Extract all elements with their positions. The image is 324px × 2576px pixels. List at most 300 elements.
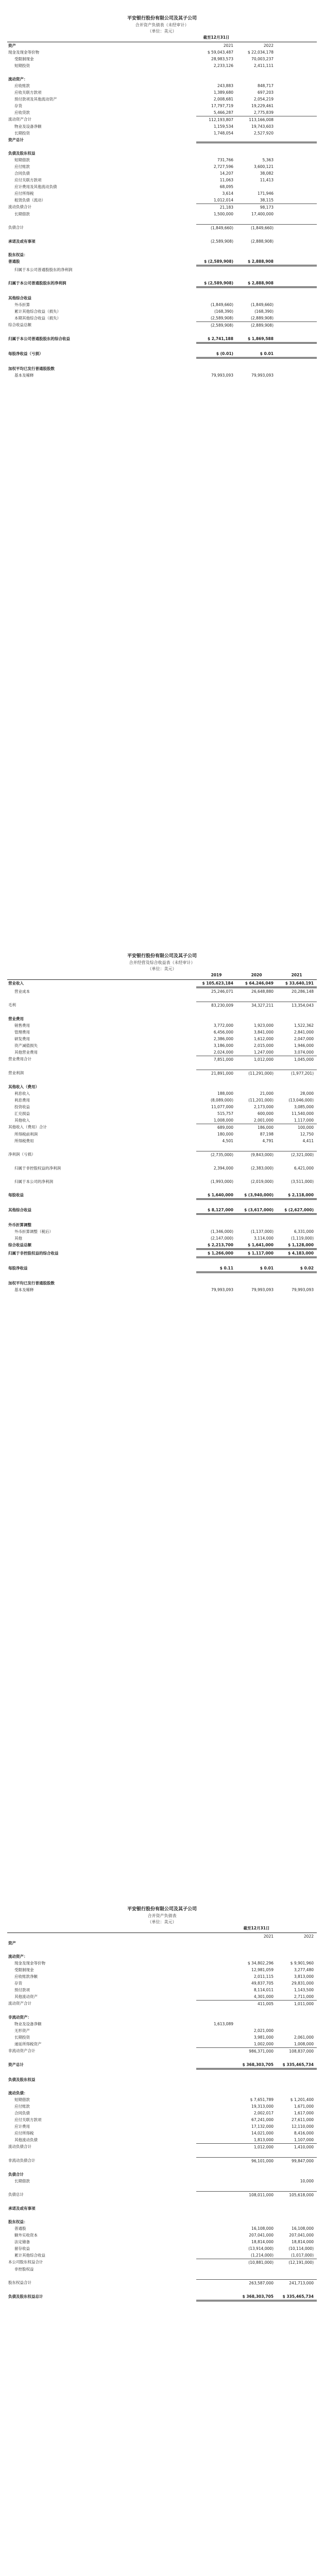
row-value [277,109,317,116]
table-row [7,2266,317,2273]
row-value: 1,012,014 [213,198,233,202]
row-value: (1,119,000) [291,1236,314,1241]
table-row [7,163,317,170]
row-spacer [7,288,317,295]
column-header [196,1925,236,1931]
row-spacer [7,1144,317,1151]
row-value: 2,527,920 [253,131,274,135]
table-row [7,2239,317,2245]
row-label: 其他流动负债 [14,2138,38,2142]
column-header [7,1925,196,1931]
row-label: 综合收益总额 [8,1243,31,1247]
row-value: 105,618,000 [277,2191,317,2198]
row-value [236,150,277,157]
table-row [7,2245,317,2252]
row-spacer [7,1158,317,1165]
row-value: 2,386,000 [213,1037,233,1041]
row-label: 营业费用合计 [8,1057,31,1061]
row-value [277,2014,317,2021]
row-value: 2,054,219 [253,97,274,101]
row-value: 19,229,461 [251,104,274,108]
statement-unit: （单位：美元） [147,1920,177,1924]
row-value [196,2034,236,2041]
row-value: (10,881,000) [236,2259,277,2266]
row-value: 2,775,839 [253,110,274,115]
row-value: (168,390) [214,309,233,314]
row-value: 1,613,089 [213,2022,233,2026]
row-label: 物业及设备净额 [14,2022,42,2026]
row-value: $ 2,888,908 [236,280,277,288]
row-spacer [7,2286,317,2293]
table-row [7,204,317,211]
table-row [7,157,317,163]
row-value [196,1967,236,1973]
row-value: 2021 [223,43,233,48]
row-value: 2021 [263,1934,274,1939]
row-value [277,301,317,308]
row-spacer [7,2212,317,2218]
row-value [277,177,317,183]
row-label: 短期借款 [14,2097,30,2102]
row-value: (2,589,908) [210,316,233,320]
row-value [277,1083,317,1090]
row-value [196,2076,236,2083]
row-value [277,137,317,143]
row-label: 净利润（亏损） [8,1152,36,1157]
row-value [277,321,317,329]
row-value [236,1280,277,1286]
row-value: $ (0.01) [196,350,236,359]
row-value [196,365,236,372]
table-row [7,1070,317,1077]
row-value: 1,923,000 [253,1023,274,1028]
table-row [7,1207,317,1215]
table-row [7,2252,317,2259]
table-row [7,2096,317,2103]
row-value: 5,363 [262,158,274,162]
row-label: 外币折算 [14,302,30,307]
row-value: 1,008,000 [213,1118,233,1123]
row-spacer [7,1077,317,1083]
table-row [7,1022,317,1029]
statement-subtitle: 合并经营及综合收益表（未经审计） [129,960,195,965]
table-row [7,280,317,288]
row-value: (2,019,000) [250,1179,274,1184]
row-value [236,1015,277,1022]
row-spacer [7,1063,317,1070]
row-value [196,1987,236,1993]
table-row [7,1265,317,1273]
row-value: 11,540,000 [292,1111,314,1116]
row-value: (1,849,660) [210,302,233,307]
row-label: 每股净收益（亏损） [8,351,43,356]
row-value: 79,993,093 [251,373,274,378]
table-row [7,372,317,379]
row-label: 其他收入（费用）合计 [8,1125,47,1129]
row-value: (1,993,000) [210,1179,233,1184]
row-value [196,1083,236,1090]
row-value: (1,214,000) [250,2253,274,2258]
table-row [7,2014,317,2021]
row-value: 3,277,480 [294,1968,314,1972]
row-value: 1,748,054 [213,131,233,135]
row-value: 3,614 [222,191,233,196]
row-value: 83,230,009 [196,1002,236,1009]
row-value [236,183,277,190]
row-value [277,183,317,190]
row-value: $ 1,117,000 [236,1250,277,1258]
table-row [7,190,317,197]
row-value [277,42,317,49]
row-value: 2,008,681 [213,97,233,101]
row-value: 1,813,000 [253,2138,274,2142]
table-row [7,197,317,204]
row-value: 848,717 [257,83,274,88]
row-value: 12,750 [300,1132,314,1137]
row-value: $ 2,888,908 [236,258,277,266]
row-value: (1,137,000) [250,1229,274,1234]
statement-subtitle: 合并资产负债表 [147,1913,177,1918]
row-value [196,2143,236,2150]
row-value: 3,074,000 [294,1050,314,1055]
row-value: $ 22,034,178 [247,50,274,55]
row-label: 其他综合收益 [8,1208,31,1212]
row-label: 长期借款 [14,2179,30,2183]
row-value: $ 0.11 [196,1265,236,1273]
table-row [7,301,317,308]
row-value [236,2021,277,2027]
row-label: 受限制现金 [14,57,34,61]
row-value: 113,166,008 [236,116,277,123]
row-value: 14,021,000 [251,2131,274,2136]
row-value: $ 2,118,000 [277,1192,317,1200]
row-label: 本公司股东权益合计 [8,2260,43,2264]
table-row [7,2218,317,2225]
row-spacer [7,1215,317,1222]
table-row [7,2000,317,2007]
table-row [7,150,317,157]
table-row [7,2061,317,2070]
row-value: (12,191,000) [277,2259,317,2266]
row-value: 79,993,093 [251,1287,274,1292]
row-value [277,308,317,315]
row-value: 3,772,000 [213,1023,233,1028]
row-spacer [7,231,317,238]
row-value [277,190,317,197]
row-label: 应收账款 [14,83,30,88]
row-label: 销售费用 [14,1023,30,1028]
row-value [196,2218,236,2225]
row-label: 资产 [8,43,16,48]
row-value [277,211,317,217]
row-value: $ 1,641,000 [236,1242,277,1250]
row-spacer [7,217,317,224]
row-value [196,2041,236,2047]
table-row [7,2137,317,2143]
row-value: (10,114,000) [288,2246,314,2251]
row-value [277,2021,317,2027]
row-value: 34,327,211 [236,1002,277,1009]
row-value: 241,713,000 [277,2279,317,2286]
table-row [7,2157,317,2164]
row-value: 12,981,059 [251,1968,274,1972]
row-value: $ 64,246,049 [236,980,277,988]
row-value: 21,183 [196,204,236,211]
row-value [277,163,317,170]
row-value [277,157,317,163]
row-value [236,2205,277,2212]
row-value: 697,203 [257,90,274,95]
row-value: 112,193,807 [196,116,236,123]
row-value: 186,000 [236,1124,277,1131]
row-spacer [7,2070,317,2076]
table-row [7,2123,317,2130]
statement-title: 平安银行股份有限公司及其子公司 [127,954,197,959]
column-header [7,35,196,41]
row-label: 营业利润 [8,1071,24,1075]
row-label: 合同负债 [14,2111,30,2115]
table-row [7,1280,317,1286]
row-value: 2,711,000 [294,1994,314,1999]
row-value [277,2205,317,2212]
row-label: 应付账款 [14,164,30,169]
row-label: 物业及设备净额 [14,124,42,129]
row-value: 38,115 [260,198,274,202]
row-value [196,1980,236,1987]
row-label: 无形资产 [14,2028,30,2033]
row-label: 短期借款 [14,158,30,162]
row-spacer [7,2150,317,2157]
row-spacer [7,273,317,280]
column-header [277,35,317,41]
row-value: 689,000 [196,1124,236,1131]
row-value [236,2014,277,2021]
row-label: 预付款项 [14,1988,30,1992]
row-label: 其他营业费用 [14,1050,38,1055]
table-row [7,2232,317,2239]
table-row [7,1090,317,1097]
row-value: 2,061,000 [294,2035,314,2040]
statement-title: 平安银行股份有限公司及其子公司 [127,1907,197,1912]
row-value [277,103,317,109]
table-row [7,1242,317,1250]
table-row [7,177,317,183]
table-row [7,1097,317,1104]
row-value: $ 1,266,000 [196,1250,236,1258]
row-value: 2022 [303,1934,314,1939]
row-value [236,137,277,143]
row-value [277,170,317,177]
row-value: $ 2,741,188 [196,335,236,344]
row-label: 资产减值损失 [14,1043,38,1048]
row-value: 11,063 [219,178,233,182]
table-row [7,224,317,231]
row-value [236,1222,277,1228]
row-value [277,1015,317,1022]
table-row [7,2047,317,2055]
table-row [7,988,317,995]
row-value: (1,849,660) [250,302,274,307]
row-value: 3,186,000 [213,1043,233,1048]
financial-statement [7,1906,317,2301]
row-label: 短期投资 [14,63,30,68]
row-label: 投资收益 [14,1105,30,1109]
row-value: 986,371,000 [236,2047,277,2055]
row-label: 所得税前利润 [14,1132,38,1137]
row-label: 负债合计 [8,2172,24,2177]
table-row [7,308,317,315]
row-value: 243,883 [217,83,233,88]
row-label: 累计其他综合收益（损失） [14,309,61,314]
row-value: 108,837,000 [277,2047,317,2055]
row-value: $ (2,627,000) [277,1207,317,1215]
row-label: 流动负债合计 [8,2144,31,2149]
row-value: 2,411,111 [253,63,274,68]
row-value [277,315,317,321]
row-value: 6,331,000 [294,1229,314,1234]
row-value: 38,082 [260,171,274,176]
row-value: 70,003,237 [251,57,274,61]
row-value: 1,612,000 [253,1037,274,1041]
row-value [196,2137,236,2143]
row-value: (1,977,201) [277,1070,317,1077]
row-label: 预付款项及其他流动资产 [14,97,57,101]
row-value: 2,015,000 [253,1043,274,1048]
table-row [7,82,317,89]
table-row [7,2171,317,2178]
row-value: (2,147,000) [210,1236,233,1241]
row-value [277,197,317,204]
row-value: $ 1,869,588 [236,335,277,344]
row-label: 每股净收益 [8,1266,28,1270]
row-label [7,1933,196,1940]
financial-statement [7,15,317,379]
row-value: $ 59,043,487 [207,50,233,55]
row-value: 79,993,093 [211,373,233,378]
row-label: 股东权益： [8,252,28,257]
row-value: 4,411 [302,1139,314,1143]
row-label: 流动资产合计 [8,2001,31,2006]
row-spacer [7,2055,317,2061]
row-value: 2,173,000 [253,1105,274,1109]
row-label: 存货 [14,104,22,108]
row-value: (2,889,908) [236,321,277,329]
row-value: $ 335,465,734 [277,2061,317,2070]
row-label: 毛利 [8,1003,16,1007]
row-value [196,1940,236,1946]
row-label: 基本及稀释 [14,1287,34,1292]
row-spacer [7,995,317,1002]
row-value [196,1960,236,1967]
statement-title: 平安银行股份有限公司及其子公司 [127,16,197,21]
row-value: 12,110,000 [292,2124,314,2129]
row-value [277,1940,317,1946]
row-label: 承诺及或有事项 [8,239,36,244]
row-value: 1,012,000 [236,1056,277,1063]
row-value [277,258,317,266]
row-value: (9,843,000) [236,1151,277,1158]
row-value [196,2191,236,2198]
row-label: 递延所得税资产 [14,2042,42,2046]
row-value [196,2171,236,2178]
row-value: 16,108,000 [251,2226,274,2231]
row-spacer [7,1258,317,1265]
row-value: 1,389,680 [213,90,233,95]
table-row [7,335,317,344]
row-label: 加权平均已发行普通股股数 [8,1281,55,1285]
row-label: 研发费用 [14,1037,30,1041]
row-label: 长期投资 [14,2035,30,2040]
row-value: (2,888,908) [250,239,274,244]
table-row [7,1192,317,1200]
table-row [7,1940,317,1946]
row-value: 1,500,000 [213,212,233,216]
row-value [196,2239,236,2245]
row-value: $ 1,128,000 [277,1242,317,1250]
row-value: 3,114,000 [253,1236,274,1241]
row-value: 2,047,000 [294,1037,314,1041]
row-value [196,251,236,258]
row-value: (2,589,908) [196,321,236,329]
row-value [277,251,317,258]
row-value: 2,841,000 [294,1030,314,1035]
row-value: (1,017,000) [291,2253,314,2258]
table-row [7,238,317,245]
row-value: 49,837,705 [251,1981,274,1986]
table-row [7,130,317,137]
row-value: $ 33,640,191 [277,980,317,988]
column-header [277,1925,317,1931]
row-label: 长期投资 [14,131,30,135]
row-value: 1,671,000 [294,2104,314,2109]
table-row [7,137,317,143]
row-label: 管理费用 [14,1030,30,1035]
table-row [7,980,317,988]
row-value [277,335,317,344]
row-label: 现金及现金等价物 [8,50,39,55]
row-label: 综合收益总额 [8,323,31,327]
table-row [7,1250,317,1258]
row-value: $ 105,623,184 [196,980,236,988]
table-row [7,1056,317,1063]
row-value [196,2252,236,2259]
row-value: $ 0.02 [277,1265,317,1273]
row-value: 1,012,000 [236,2143,277,2150]
row-value: (11,291,000) [236,1070,277,1077]
row-label: 其他收入 [14,1118,30,1123]
table-row [7,1029,317,1036]
row-spacer [7,2198,317,2205]
table-row [7,89,317,96]
table-row [7,1124,317,1131]
row-value [196,2090,236,2096]
table-row [7,1980,317,1987]
table-row [7,1178,317,1185]
row-value: 180,000 [217,1132,233,1137]
row-value: 731,766 [217,158,233,162]
row-label: 归属于非控股权益的综合收益 [8,1251,59,1256]
row-value: 27,611,000 [292,2117,314,2122]
row-value: (2,321,000) [277,1151,317,1158]
row-label: 其他综合收益 [8,296,31,300]
row-value: 1,247,000 [253,1050,274,1055]
row-value: 29,831,000 [292,1981,314,1986]
table-row [7,1104,317,1110]
table-row [7,1973,317,1980]
row-value [277,56,317,62]
row-value [277,1280,317,1286]
row-value: 10,000 [300,2179,314,2183]
